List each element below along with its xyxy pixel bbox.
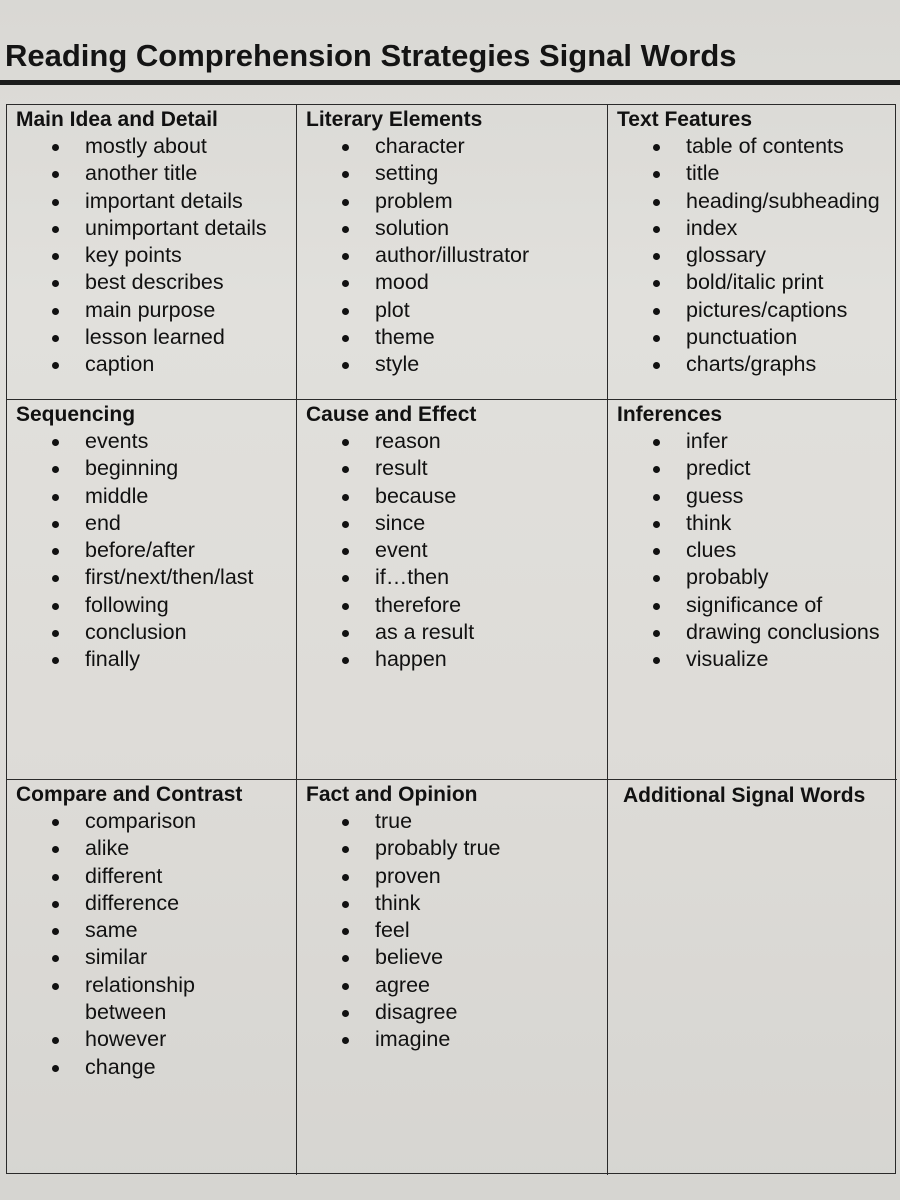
list-item: difference <box>52 890 296 917</box>
list-item: different <box>52 863 296 890</box>
list-item: feel <box>342 917 607 944</box>
list-item: character <box>342 133 607 160</box>
list-item: events <box>52 428 296 455</box>
section-heading: Compare and Contrast <box>16 783 243 806</box>
list-item: believe <box>342 944 607 971</box>
cell-fact-and-opinion <box>297 780 608 1175</box>
list-item: end <box>52 510 296 537</box>
list-item: index <box>653 215 897 242</box>
section-heading: Text Features <box>617 108 752 131</box>
list-item: relationship between <box>52 972 235 1027</box>
list-item: result <box>342 455 607 482</box>
list-item: punctuation <box>653 324 897 351</box>
list-item: unimportant details <box>52 215 296 242</box>
cell-sequencing <box>7 400 297 780</box>
list-item: important details <box>52 188 296 215</box>
list-item: significance of <box>653 592 897 619</box>
cell-compare-and-contrast <box>7 780 297 1175</box>
list-item: main purpose <box>52 297 296 324</box>
list-item: title <box>653 160 897 187</box>
list-item: probably <box>653 564 897 591</box>
list-item: beginning <box>52 455 296 482</box>
list-item: table of contents <box>653 133 897 160</box>
list-item: bold/italic print <box>653 269 897 296</box>
list-item: mood <box>342 269 607 296</box>
section-heading: Inferences <box>617 403 723 426</box>
list-item: charts/graphs <box>653 351 897 378</box>
signal-word-list <box>16 428 296 674</box>
signal-word-list <box>16 808 296 1081</box>
title-underline <box>0 80 900 85</box>
signal-word-list <box>617 428 897 674</box>
list-item: another title <box>52 160 296 187</box>
list-item: if…then <box>342 564 607 591</box>
cell-additional-signal-words <box>608 780 897 1175</box>
list-item: glossary <box>653 242 897 269</box>
list-item: finally <box>52 646 296 673</box>
signal-word-list <box>306 133 607 379</box>
list-item: conclusion <box>52 619 296 646</box>
list-item: probably true <box>342 835 607 862</box>
list-item: first/next/then/last <box>52 564 296 591</box>
list-item: imagine <box>342 1026 607 1053</box>
list-item: proven <box>342 863 607 890</box>
list-item: author/illustrator <box>342 242 607 269</box>
section-heading: Main Idea and Detail <box>16 108 218 131</box>
cell-cause-and-effect <box>297 400 608 780</box>
cell-literary-elements <box>297 105 608 400</box>
list-item: theme <box>342 324 607 351</box>
signal-word-list <box>306 428 607 674</box>
list-item: as a result <box>342 619 607 646</box>
list-item: key points <box>52 242 296 269</box>
list-item: solution <box>342 215 607 242</box>
section-heading: Sequencing <box>16 403 136 426</box>
section-heading: Fact and Opinion <box>306 783 478 806</box>
list-item: since <box>342 510 607 537</box>
list-item: similar <box>52 944 296 971</box>
list-item: think <box>342 890 607 917</box>
list-item: disagree <box>342 999 607 1026</box>
signal-words-table <box>6 104 896 1174</box>
list-item: middle <box>52 483 296 510</box>
cell-main-idea-and-detail <box>7 105 297 400</box>
list-item: clues <box>653 537 897 564</box>
list-item: heading/subheading <box>653 188 897 215</box>
list-item: predict <box>653 455 897 482</box>
list-item: guess <box>653 483 897 510</box>
list-item: caption <box>52 351 296 378</box>
list-item: true <box>342 808 607 835</box>
list-item: change <box>52 1054 296 1081</box>
list-item: setting <box>342 160 607 187</box>
list-item: lesson learned <box>52 324 296 351</box>
section-heading: Literary Elements <box>306 108 483 131</box>
signal-word-list <box>306 808 607 1054</box>
list-item: think <box>653 510 897 537</box>
list-item: mostly about <box>52 133 296 160</box>
cell-inferences <box>608 400 897 780</box>
list-item: therefore <box>342 592 607 619</box>
list-item: agree <box>342 972 607 999</box>
list-item: however <box>52 1026 296 1053</box>
list-item: alike <box>52 835 296 862</box>
list-item: infer <box>653 428 897 455</box>
signal-word-list <box>16 133 296 379</box>
list-item: visualize <box>653 646 897 673</box>
list-item: comparison <box>52 808 296 835</box>
list-item: following <box>52 592 296 619</box>
list-item: problem <box>342 188 607 215</box>
list-item: before/after <box>52 537 296 564</box>
list-item: same <box>52 917 296 944</box>
list-item: best describes <box>52 269 296 296</box>
list-item: style <box>342 351 607 378</box>
list-item: reason <box>342 428 607 455</box>
list-item: because <box>342 483 607 510</box>
list-item: event <box>342 537 607 564</box>
section-heading: Additional Signal Words <box>623 784 866 807</box>
signal-word-list <box>617 133 897 379</box>
list-item: pictures/captions <box>653 297 897 324</box>
list-item: plot <box>342 297 607 324</box>
list-item: happen <box>342 646 607 673</box>
section-heading: Cause and Effect <box>306 403 477 426</box>
list-item: drawing conclusions <box>653 619 897 646</box>
cell-text-features <box>608 105 897 400</box>
page-title: Reading Comprehension Strategies Signal Words <box>5 38 737 73</box>
